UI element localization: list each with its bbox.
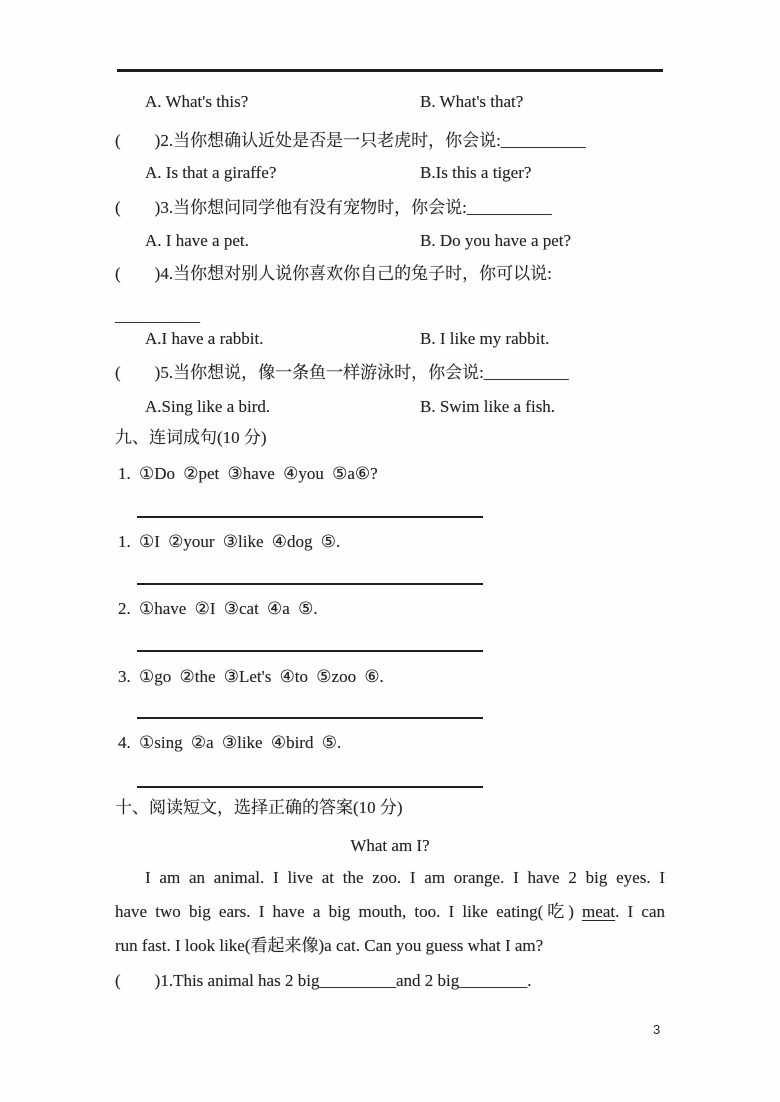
rearrange-item-4: 3. ①go ②the ③Let's ④to ⑤zoo ⑥. xyxy=(118,667,384,686)
answer-line-4 xyxy=(137,717,483,719)
rearrange-item-2: 1. ①I ②your ③like ④dog ⑤. xyxy=(118,532,341,551)
option-b-q1: B. What's that? xyxy=(420,92,524,111)
option-b-q5: B. Swim like a fish. xyxy=(420,397,556,416)
rearrange-item-3: 2. ①have ②I ③cat ④a ⑤. xyxy=(118,599,318,618)
answer-line-5 xyxy=(137,786,483,788)
passage-line-3: run fast. I look like(看起来像)a cat. Can you guess what I am? xyxy=(115,936,544,955)
answer-line-1 xyxy=(137,516,483,518)
option-a-q4: A.I have a rabbit. xyxy=(145,329,264,348)
option-b-q4: B. I like my rabbit. xyxy=(420,329,550,348)
question-4-blank: __________ xyxy=(115,306,200,325)
option-b-q3: B. Do you have a pet? xyxy=(420,231,572,250)
rearrange-item-5: 4. ①sing ②a ③like ④bird ⑤. xyxy=(118,733,342,752)
header-rule xyxy=(117,69,663,72)
passage-title: What am I? xyxy=(350,836,430,855)
question-3: ( )3.当你想问同学他有没有宠物时，你会说:__________ xyxy=(115,198,552,217)
question-2: ( )2.当你想确认近处是否是一只老虎时，你会说:__________ xyxy=(115,131,586,150)
rearrange-item-1: 1. ①Do ②pet ③have ④you ⑤a⑥? xyxy=(118,464,378,483)
passage-line-1: I am an animal. I live at the zoo. I am orange. I have 2 big eyes. I xyxy=(145,868,665,887)
page-number: 3 xyxy=(653,1022,661,1037)
passage-line-2 xyxy=(115,901,665,922)
question-4: ( )4.当你想对别人说你喜欢你自己的兔子时，你可以说: xyxy=(115,264,552,283)
reading-question-1: ( )1.This animal has 2 big_________and 2 big________. xyxy=(115,971,532,990)
passage-line-2-pre: have two big ears. I have a big mouth, too. I like eating(吃) xyxy=(115,902,583,921)
option-b-q2: B.Is this a tiger? xyxy=(420,163,532,182)
answer-line-2 xyxy=(137,583,483,585)
question-5: ( )5.当你想说，像一条鱼一样游泳时，你会说:__________ xyxy=(115,363,569,382)
underlined-word-meat: meat xyxy=(582,902,616,921)
passage-line-2-post: . I can xyxy=(615,902,665,921)
answer-line-3 xyxy=(137,650,483,652)
option-a-q2: A. Is that a giraffe? xyxy=(145,163,277,182)
option-a-q1: A. What's this? xyxy=(145,92,249,111)
option-a-q5: A.Sing like a bird. xyxy=(145,397,271,416)
section-9-title: 九、连词成句(10 分) xyxy=(115,428,267,447)
option-a-q3: A. I have a pet. xyxy=(145,231,249,250)
section-10-title: 十、阅读短文，选择正确的答案(10 分) xyxy=(115,798,403,817)
